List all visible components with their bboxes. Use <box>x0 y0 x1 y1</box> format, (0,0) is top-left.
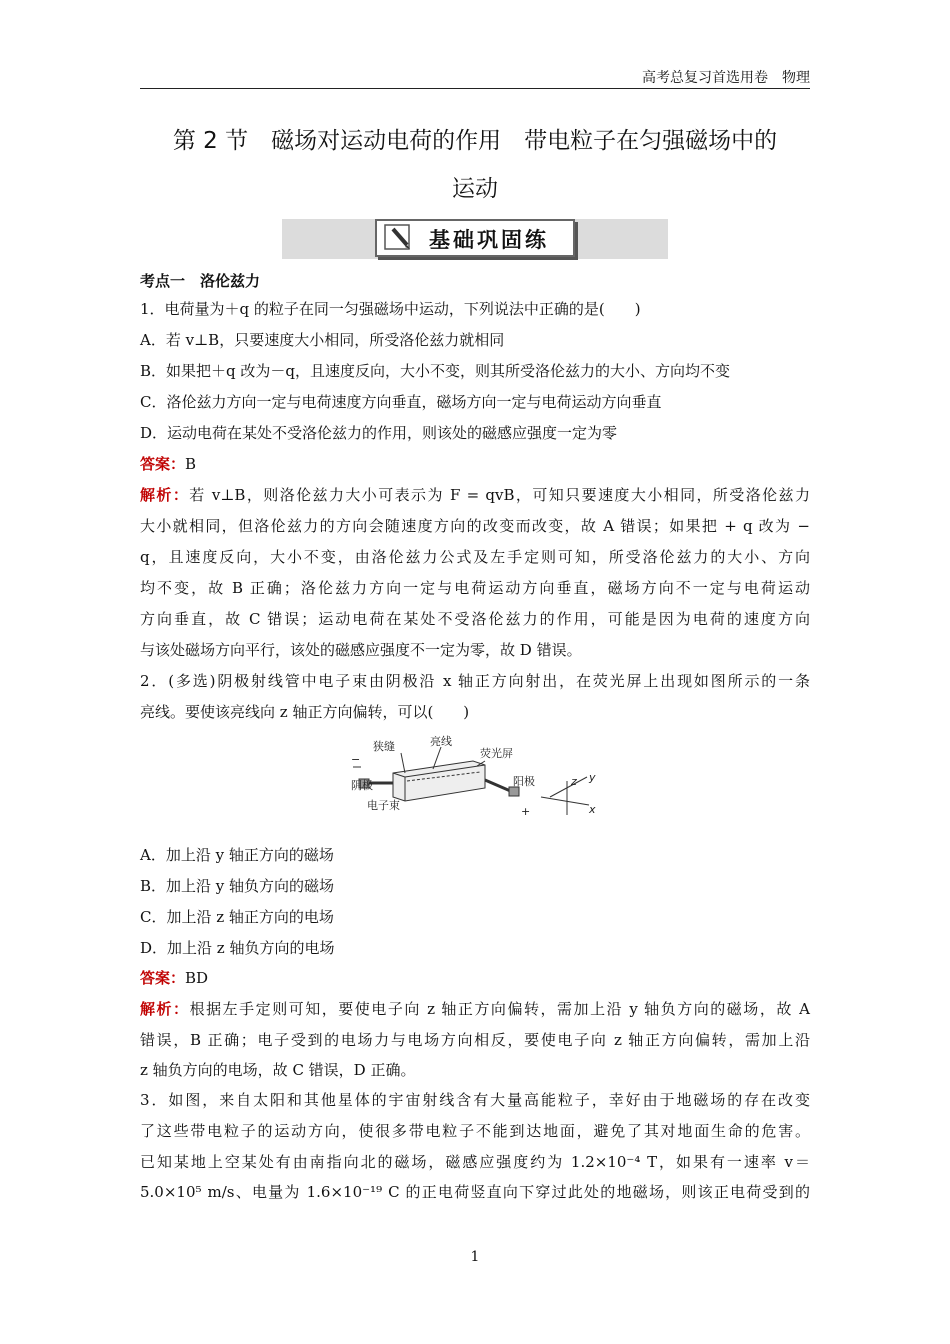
q1-option-a: A．若 v⊥B，只要速度大小相同，所受洛伦兹力就相同 <box>140 331 505 349</box>
q1-stem: 1．电荷量为＋q 的粒子在同一匀强磁场中运动，下列说法中正确的是( ) <box>140 300 641 318</box>
answer-label: 答案： <box>140 455 186 473</box>
q3-line: 5.0×10⁵ m/s、电量为 1.6×10⁻¹⁹ C 的正电荷竖直向下穿过此处的地磁场，则该正电荷受到的 <box>140 1183 810 1201</box>
label-plus: + <box>521 805 531 818</box>
answer-label: 答案： <box>140 969 186 987</box>
label-anode: 阳极 <box>513 775 535 788</box>
page-title-line-2: 运动 <box>452 176 498 202</box>
q2-analysis-line <box>140 999 810 1019</box>
section-banner <box>282 219 668 259</box>
q2-option-a: A．加上沿 y 轴正方向的磁场 <box>140 846 334 864</box>
q2-stem-line-2: 亮线。要使该亮线向 z 轴正方向偏转，可以( ) <box>140 703 470 721</box>
analysis-label: 解析： <box>140 1000 190 1018</box>
q2-option-b: B．加上沿 y 轴负方向的磁场 <box>140 877 335 895</box>
q1-analysis-first: 若 v⊥B，则洛伦兹力大小可表示为 F = qvB，可知只要速度大小相同，所受洛伦兹力 <box>189 486 810 504</box>
q1-analysis-line <box>140 485 810 505</box>
q3-line: 3．如图，来自太阳和其他星体的宇宙射线含有大量高能粒子，幸好由于地磁场的存在改变 <box>140 1091 810 1109</box>
q1-answer: B <box>185 455 197 473</box>
label-slit: 狭缝 <box>373 740 395 753</box>
label-minus: − <box>351 753 361 766</box>
q2-option-d: D．加上沿 z 轴负方向的电场 <box>140 939 335 957</box>
q3-line: 已知某地上空某处有由南指向北的磁场，磁感应强度约为 1.2×10⁻⁴ T，如果有一速率 v＝ <box>140 1153 810 1171</box>
q2-answer-row <box>140 968 208 988</box>
page-title-line-1: 第 2 节 磁场对运动电荷的作用 带电粒子在匀强磁场中的 <box>172 128 778 154</box>
pencil-icon <box>383 223 417 253</box>
q1-analysis-line: 方向垂直，故 C 错误；运动电荷在某处不受洛伦兹力的作用，可能是因为电荷的速度方向 <box>140 610 810 628</box>
banner-box <box>375 219 575 257</box>
q2-stem-line-1: 2．(多选)阴极射线管中电子束由阴极沿 x 轴正方向射出，在荧光屏上出现如图所示的一条 <box>140 672 810 690</box>
q2-analysis-last: z 轴负方向的电场，故 C 错误，D 正确。 <box>140 1061 416 1079</box>
q1-analysis-last: 与该处磁场方向平行，该处的磁感应强度不一定为零，故 D 错误。 <box>140 641 582 659</box>
section-heading: 考点一 洛伦兹力 <box>140 272 261 290</box>
label-cathode: 阴极 <box>351 779 373 792</box>
q1-option-d: D．运动电荷在某处不受洛伦兹力的作用，则该处的磁感应强度一定为零 <box>140 424 618 442</box>
q3-line: 了这些带电粒子的运动方向，使很多带电粒子不能到达地面，避免了其对地面生命的危害。 <box>140 1122 810 1140</box>
q1-analysis-line: q，且速度反向，大小不变，由洛伦兹力公式及左手定则可知，所受洛伦兹力的大小、方向 <box>140 548 810 566</box>
banner-label: 基础巩固练 <box>429 228 549 252</box>
label-axis-x: x <box>589 803 596 816</box>
x-axis <box>541 797 589 805</box>
q2-answer: BD <box>185 969 209 987</box>
q1-option-c: C．洛伦兹力方向一定与电荷速度方向垂直，磁场方向一定与电荷运动方向垂直 <box>140 393 662 411</box>
header-text: 高考总复习首选用卷 物理 <box>642 70 810 86</box>
analysis-label: 解析： <box>140 486 190 504</box>
y-axis <box>550 777 587 797</box>
label-beam: 电子束 <box>367 799 400 812</box>
q1-analysis-line: 大小就相同，但洛伦兹力的方向会随速度方向的改变而改变，故 A 错误；如果把 + q 改为 − <box>140 517 810 535</box>
q1-option-b: B．如果把＋q 改为－q，且速度反向，大小不变，则其所受洛伦兹力的大小、方向均不变 <box>140 362 730 380</box>
q2-analysis-line: 错误，B 正确；电子受到的电场力与电场方向相反，要使电子向 z 轴正方向偏转，需加上沿 <box>140 1031 810 1049</box>
q1-answer-row <box>140 454 196 474</box>
page-header <box>140 62 810 89</box>
q2-option-c: C．加上沿 z 轴正方向的电场 <box>140 908 334 926</box>
label-screen: 荧光屏 <box>480 747 513 760</box>
cathode-ray-tube-figure <box>345 733 605 828</box>
q1-analysis-line: 均不变，故 B 正确；洛伦兹力方向一定与电荷运动方向垂直，磁场方向不一定与电荷运动 <box>140 579 810 597</box>
label-bright-line: 亮线 <box>430 735 452 748</box>
label-axis-y: y <box>589 771 596 784</box>
anode-plug <box>509 787 519 796</box>
label-axis-z: z <box>571 775 577 788</box>
page-number: 1 <box>470 1249 480 1265</box>
q2-analysis-first: 根据左手定则可知，要使电子向 z 轴正方向偏转，需加上沿 y 轴负方向的磁场，故 A <box>189 1000 810 1018</box>
